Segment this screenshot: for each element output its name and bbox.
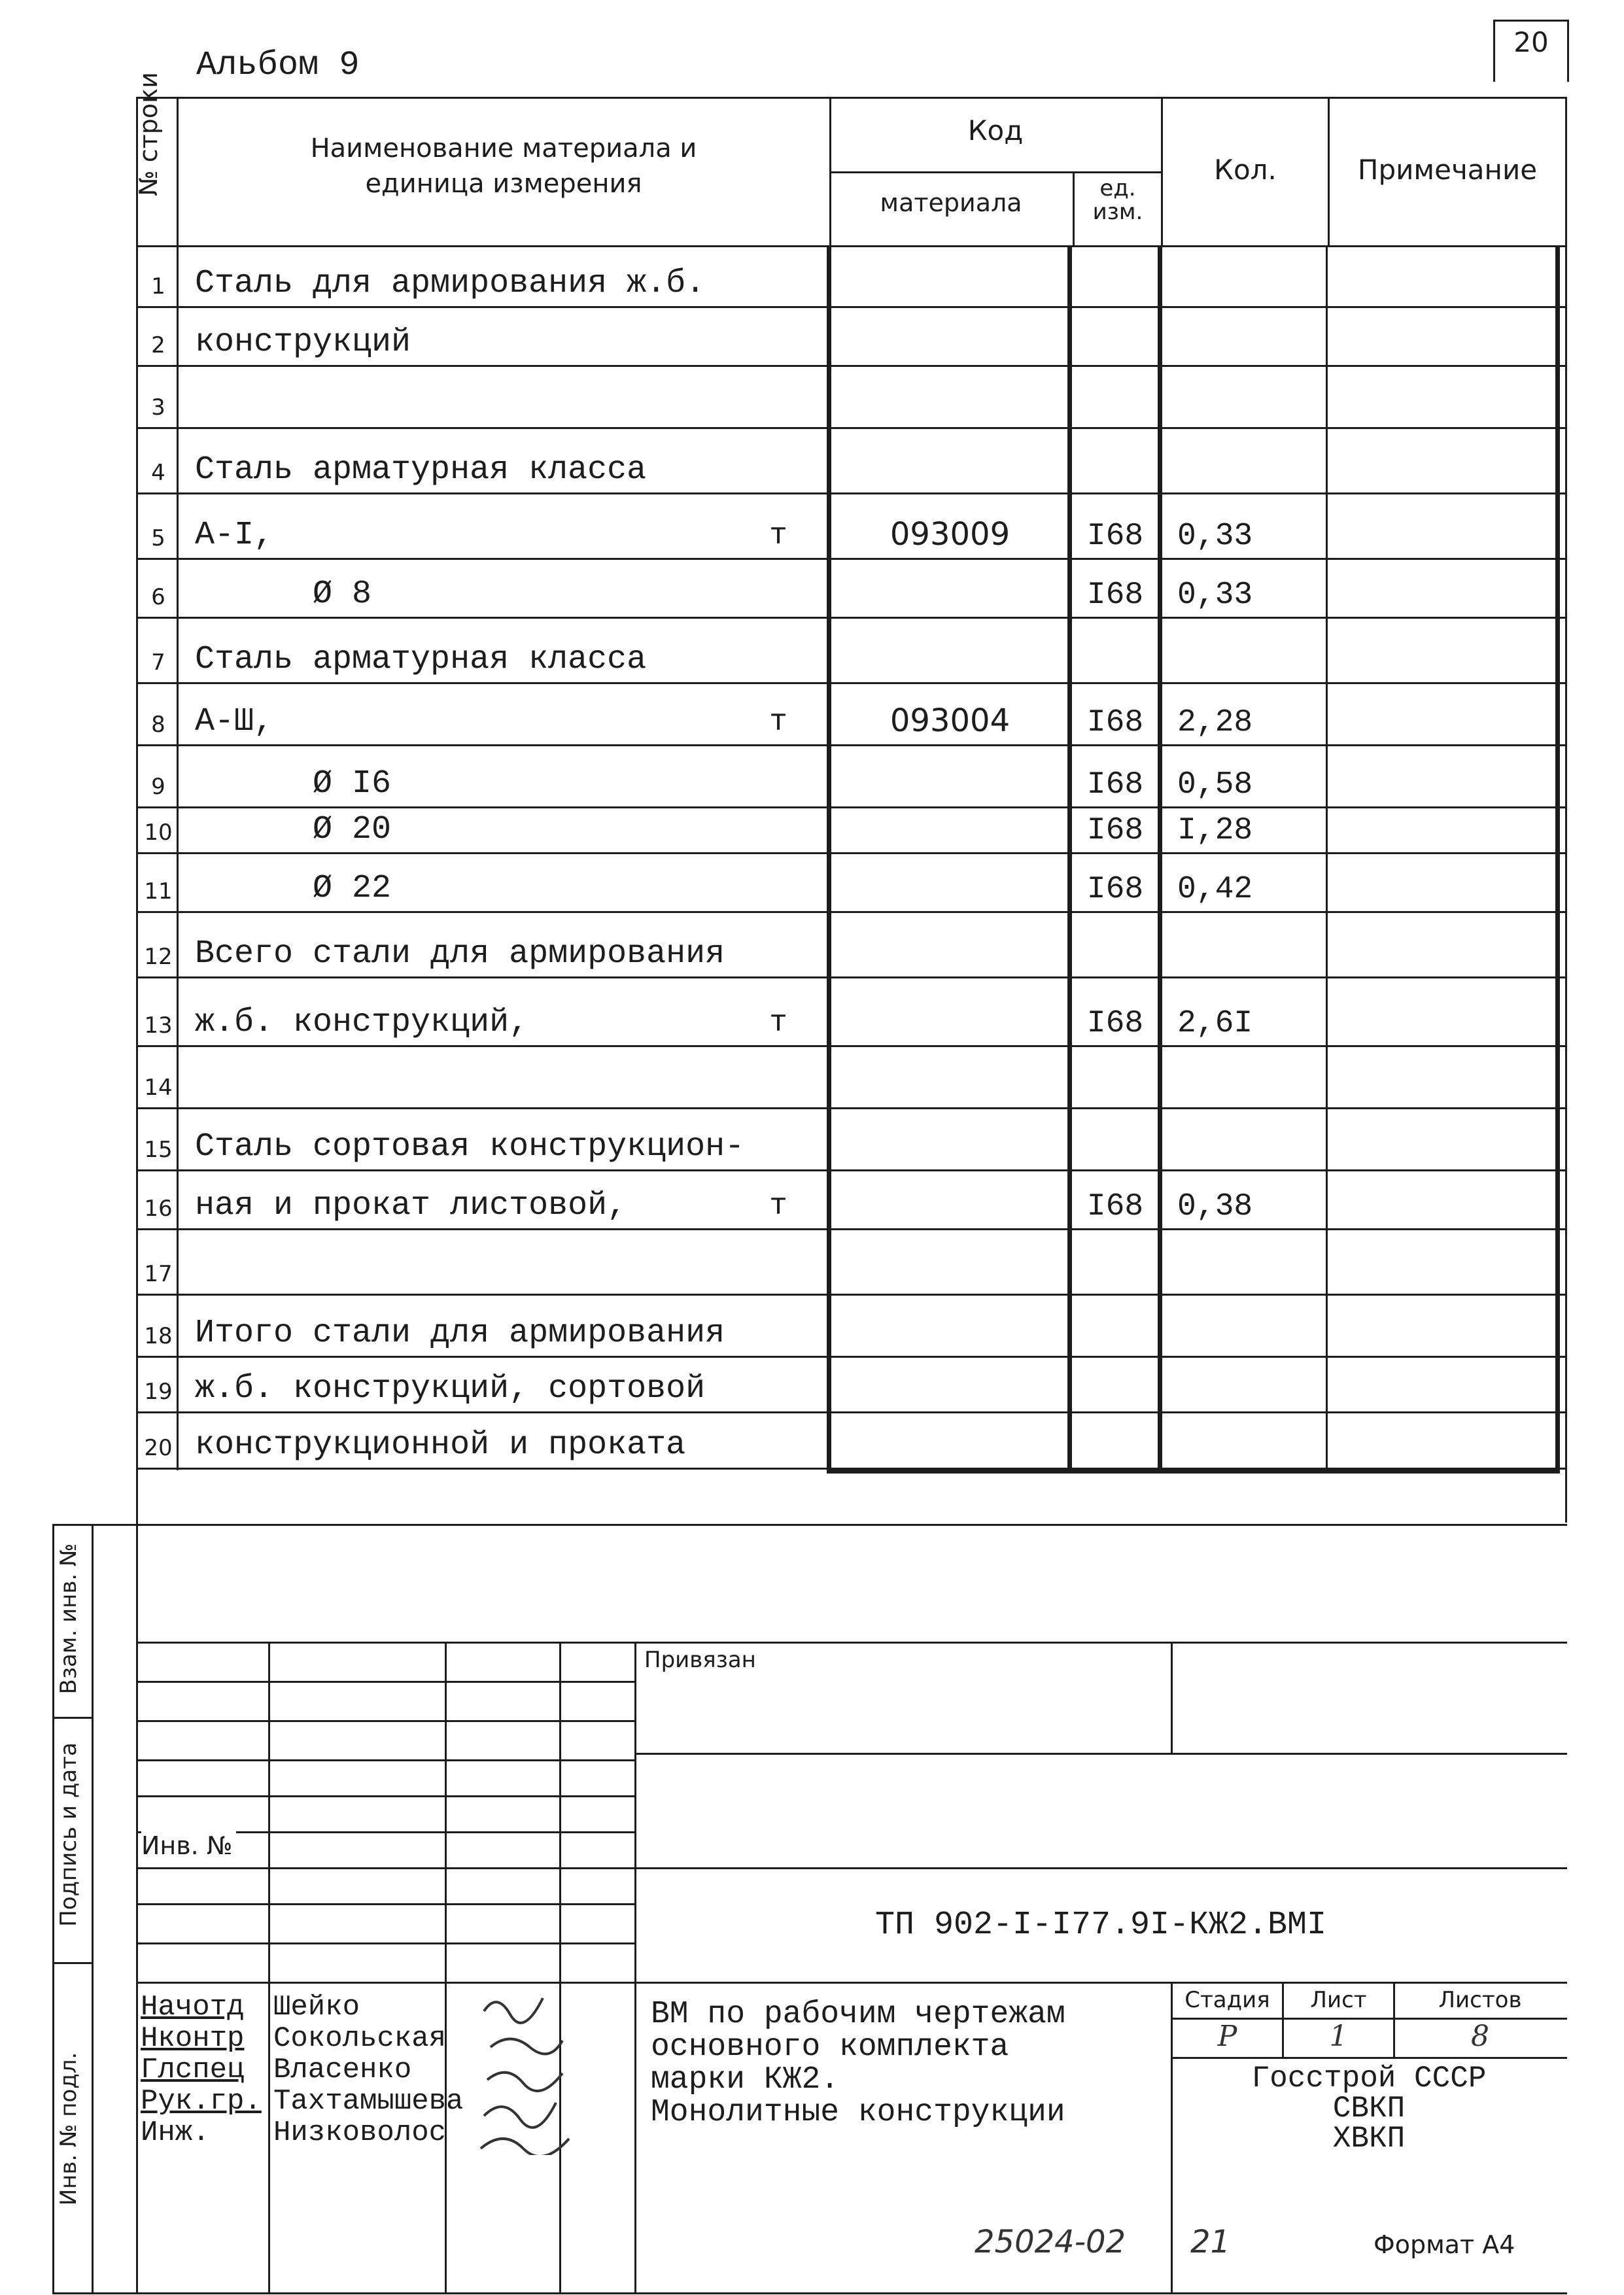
row-name: А-Ш, bbox=[195, 703, 274, 740]
row-qty: 0,33 bbox=[1177, 578, 1253, 613]
org-line-3: ХВКП bbox=[1332, 2122, 1406, 2156]
header-qty: Кол. bbox=[1214, 154, 1277, 186]
table-row bbox=[0, 1109, 1624, 1171]
role-inzh: Инж. bbox=[141, 2116, 210, 2149]
header-code: Код bbox=[967, 114, 1024, 147]
header-code-material: материала bbox=[880, 188, 1022, 217]
row-number: 1 bbox=[151, 273, 165, 300]
header-note: Примечание bbox=[1357, 154, 1538, 186]
side-strip-left bbox=[52, 1524, 54, 2294]
row-name: ж.б. конструкций, сортовой bbox=[195, 1370, 706, 1407]
table-row bbox=[0, 1413, 1624, 1469]
row-name: Итого стали для армирования bbox=[195, 1315, 725, 1352]
lower-frame-bottom bbox=[52, 2292, 1567, 2294]
stamp-row-line bbox=[136, 1982, 636, 1984]
sheet-label: Лист bbox=[1310, 1987, 1367, 2013]
name-2: Сокольская bbox=[273, 2022, 447, 2055]
row-unit: I68 bbox=[1086, 1006, 1144, 1041]
row-number: 13 bbox=[144, 1012, 173, 1039]
header-name: Наименование материала и единица измерения bbox=[310, 133, 697, 199]
stage-label: Стадия bbox=[1184, 1987, 1270, 2013]
row-unit: I68 bbox=[1086, 813, 1144, 848]
footer-page: 21 bbox=[1190, 2224, 1231, 2260]
table-row bbox=[0, 978, 1624, 1046]
table-row bbox=[0, 912, 1624, 978]
header-unit: ед. изм. bbox=[1092, 175, 1143, 225]
table-row bbox=[0, 1171, 1624, 1230]
row-qty: 2,6I bbox=[1177, 1006, 1253, 1041]
sheet-number-top: 20 bbox=[1513, 26, 1549, 58]
row-name: Сталь арматурная класса bbox=[195, 451, 647, 489]
row-number: 6 bbox=[151, 584, 165, 610]
row-name: Ø 22 bbox=[195, 870, 392, 907]
album-title: Альбом 9 bbox=[196, 46, 360, 84]
row-unit: I68 bbox=[1086, 767, 1144, 802]
row-name: Ø 8 bbox=[195, 576, 372, 613]
stamp-col1 bbox=[268, 1642, 270, 2294]
stamp-row-line bbox=[136, 1759, 636, 1761]
row-unit: I68 bbox=[1086, 519, 1144, 554]
row-number: 7 bbox=[151, 649, 165, 676]
stamp-row-line bbox=[136, 1867, 636, 1869]
lower-frame-top bbox=[52, 1524, 1567, 1526]
signature-scribbles bbox=[471, 1985, 576, 2155]
role-rukgr: Рук.гр. bbox=[141, 2085, 262, 2118]
stamp-stage-line2 bbox=[1171, 2057, 1567, 2059]
footer-format: Формат А4 bbox=[1373, 2230, 1515, 2259]
row-unit: I68 bbox=[1086, 578, 1144, 613]
table-row bbox=[0, 1046, 1624, 1109]
table-row bbox=[0, 307, 1624, 366]
row-number: 3 bbox=[151, 394, 165, 421]
table-row bbox=[0, 428, 1624, 494]
table-row bbox=[0, 1230, 1624, 1295]
stamp-col3 bbox=[559, 1642, 561, 2294]
row-number: 16 bbox=[144, 1196, 173, 1222]
table-row bbox=[0, 247, 1624, 307]
side-inv-podl: Инв. № подл. bbox=[56, 2052, 82, 2206]
title-line-4: Монолитные конструкции bbox=[651, 2095, 1065, 2130]
row-name: Ø I6 bbox=[195, 765, 392, 802]
stamp-designation-top bbox=[634, 1867, 1567, 1869]
stamp-designation: ТП 902-I-I77.9I-КЖ2.ВМI bbox=[874, 1907, 1327, 1944]
stamp-inv-no: Инв. № bbox=[141, 1831, 236, 1860]
title-line-1: ВМ по рабочим чертежам bbox=[651, 1997, 1065, 2032]
row-number: 18 bbox=[144, 1323, 173, 1349]
footer-doc-no: 25024-02 bbox=[975, 2224, 1126, 2260]
sheets-label: Листов bbox=[1438, 1987, 1522, 2013]
row-name: Всего стали для армирования bbox=[195, 935, 725, 973]
org-line-1: Госстрой СССР bbox=[1251, 2062, 1487, 2096]
stamp-col2 bbox=[445, 1642, 447, 2294]
row-name: А-I, bbox=[195, 517, 274, 554]
table-row bbox=[0, 1295, 1624, 1357]
row-qty: 0,42 bbox=[1177, 872, 1253, 907]
stamp-org bbox=[1173, 2063, 1565, 2154]
row-name: Сталь арматурная класса bbox=[195, 641, 647, 678]
bold-mid1 bbox=[1067, 247, 1072, 1474]
row-unit: I68 bbox=[1086, 1189, 1144, 1224]
col-qty-body bbox=[1326, 247, 1328, 1474]
row-number: 4 bbox=[151, 460, 165, 486]
table-row bbox=[0, 683, 1624, 746]
row-number: 14 bbox=[144, 1075, 173, 1101]
role-glspec: Глспец bbox=[141, 2054, 245, 2086]
role-nkontr: Нконтр bbox=[141, 2022, 245, 2055]
row-name: ная и прокат листовой, bbox=[195, 1187, 627, 1224]
name-4: Тахтамышева bbox=[273, 2085, 464, 2118]
table-row bbox=[0, 618, 1624, 683]
stamp-row-line bbox=[136, 1942, 636, 1944]
row-code: 093009 bbox=[890, 516, 1011, 553]
stamp-row-line bbox=[136, 1681, 636, 1683]
stamp-top bbox=[136, 1642, 1567, 1644]
bold-right bbox=[1555, 247, 1560, 1474]
row-number: 9 bbox=[151, 774, 165, 800]
row-qty: 2,28 bbox=[1177, 705, 1253, 740]
row-name: Сталь сортовая конструкцион- bbox=[195, 1128, 745, 1165]
row-unit: I68 bbox=[1086, 872, 1144, 907]
row-unit-t: т bbox=[769, 1006, 787, 1040]
org-line-2: СВКП bbox=[1332, 2092, 1406, 2126]
sheet-value: 1 bbox=[1329, 2020, 1348, 2053]
row-number: 5 bbox=[151, 525, 165, 551]
side-strip-right bbox=[92, 1524, 94, 2294]
header-row-no: № строки bbox=[134, 72, 163, 196]
row-qty: 0,33 bbox=[1177, 519, 1253, 554]
row-qty: 0,58 bbox=[1177, 767, 1253, 802]
table-row bbox=[0, 366, 1624, 428]
bold-bottom bbox=[827, 1469, 1560, 1474]
title-line-3: марки КЖ2. bbox=[651, 2062, 840, 2097]
name-1: Шейко bbox=[273, 1991, 360, 2024]
sheets-value: 8 bbox=[1471, 2020, 1489, 2053]
name-5: Низковолос bbox=[273, 2116, 447, 2149]
row-number: 19 bbox=[144, 1379, 173, 1405]
side-vzam: Взам. инв. № bbox=[56, 1543, 82, 1695]
row-name: Ø 20 bbox=[195, 811, 392, 848]
stamp-title bbox=[651, 1998, 1065, 2129]
row-number: 2 bbox=[151, 332, 165, 358]
row-number: 20 bbox=[144, 1435, 173, 1461]
row-qty: 0,38 bbox=[1177, 1189, 1253, 1224]
table-row bbox=[0, 854, 1624, 912]
row-number: 8 bbox=[151, 712, 165, 738]
bold-mid2 bbox=[1158, 247, 1162, 1474]
row-number: 11 bbox=[144, 878, 173, 905]
stamp-row-line bbox=[136, 1795, 636, 1797]
stamp-row-line bbox=[136, 1720, 636, 1722]
row-unit-t: т bbox=[769, 519, 787, 553]
row-unit-t: т bbox=[769, 705, 787, 739]
row-name: конструкционной и проката bbox=[195, 1426, 686, 1464]
bold-left bbox=[827, 247, 831, 1474]
stamp-row-line bbox=[136, 1903, 636, 1905]
role-nachotd: Начотд bbox=[141, 1991, 245, 2024]
table-row bbox=[0, 559, 1624, 618]
stage-value: Р bbox=[1217, 2020, 1237, 2053]
row-number: 12 bbox=[144, 944, 173, 970]
row-number: 17 bbox=[144, 1261, 173, 1287]
row-unit-t: т bbox=[769, 1189, 787, 1223]
side-podpis: Подпись и дата bbox=[56, 1742, 82, 1927]
stamp-privyazan: Привязан bbox=[644, 1647, 756, 1673]
table-row bbox=[0, 808, 1624, 854]
stamp-privyazan-split bbox=[1171, 1642, 1173, 1753]
row-name: ж.б. конструкций, bbox=[195, 1004, 529, 1041]
row-number: 15 bbox=[144, 1137, 173, 1163]
name-3: Власенко bbox=[273, 2054, 412, 2086]
row-name: Сталь для армирования ж.б. bbox=[195, 265, 706, 302]
stamp-designation-bottom bbox=[634, 1982, 1567, 1984]
stamp-col4 bbox=[634, 1642, 636, 2294]
row-number: 10 bbox=[144, 820, 173, 846]
table-row bbox=[0, 494, 1624, 559]
stamp-roles bbox=[141, 1992, 262, 2148]
row-name: конструкций bbox=[195, 324, 411, 361]
stamp-privyazan-bottom bbox=[634, 1753, 1567, 1755]
table-row bbox=[0, 1357, 1624, 1413]
stamp-names bbox=[273, 1992, 463, 2148]
row-unit: I68 bbox=[1086, 705, 1144, 740]
table-row bbox=[0, 746, 1624, 808]
title-line-2: основного комплекта bbox=[651, 2029, 1009, 2065]
side-div-2 bbox=[52, 1962, 94, 1964]
row-code: 093004 bbox=[890, 702, 1011, 739]
row-qty: I,28 bbox=[1177, 813, 1253, 848]
